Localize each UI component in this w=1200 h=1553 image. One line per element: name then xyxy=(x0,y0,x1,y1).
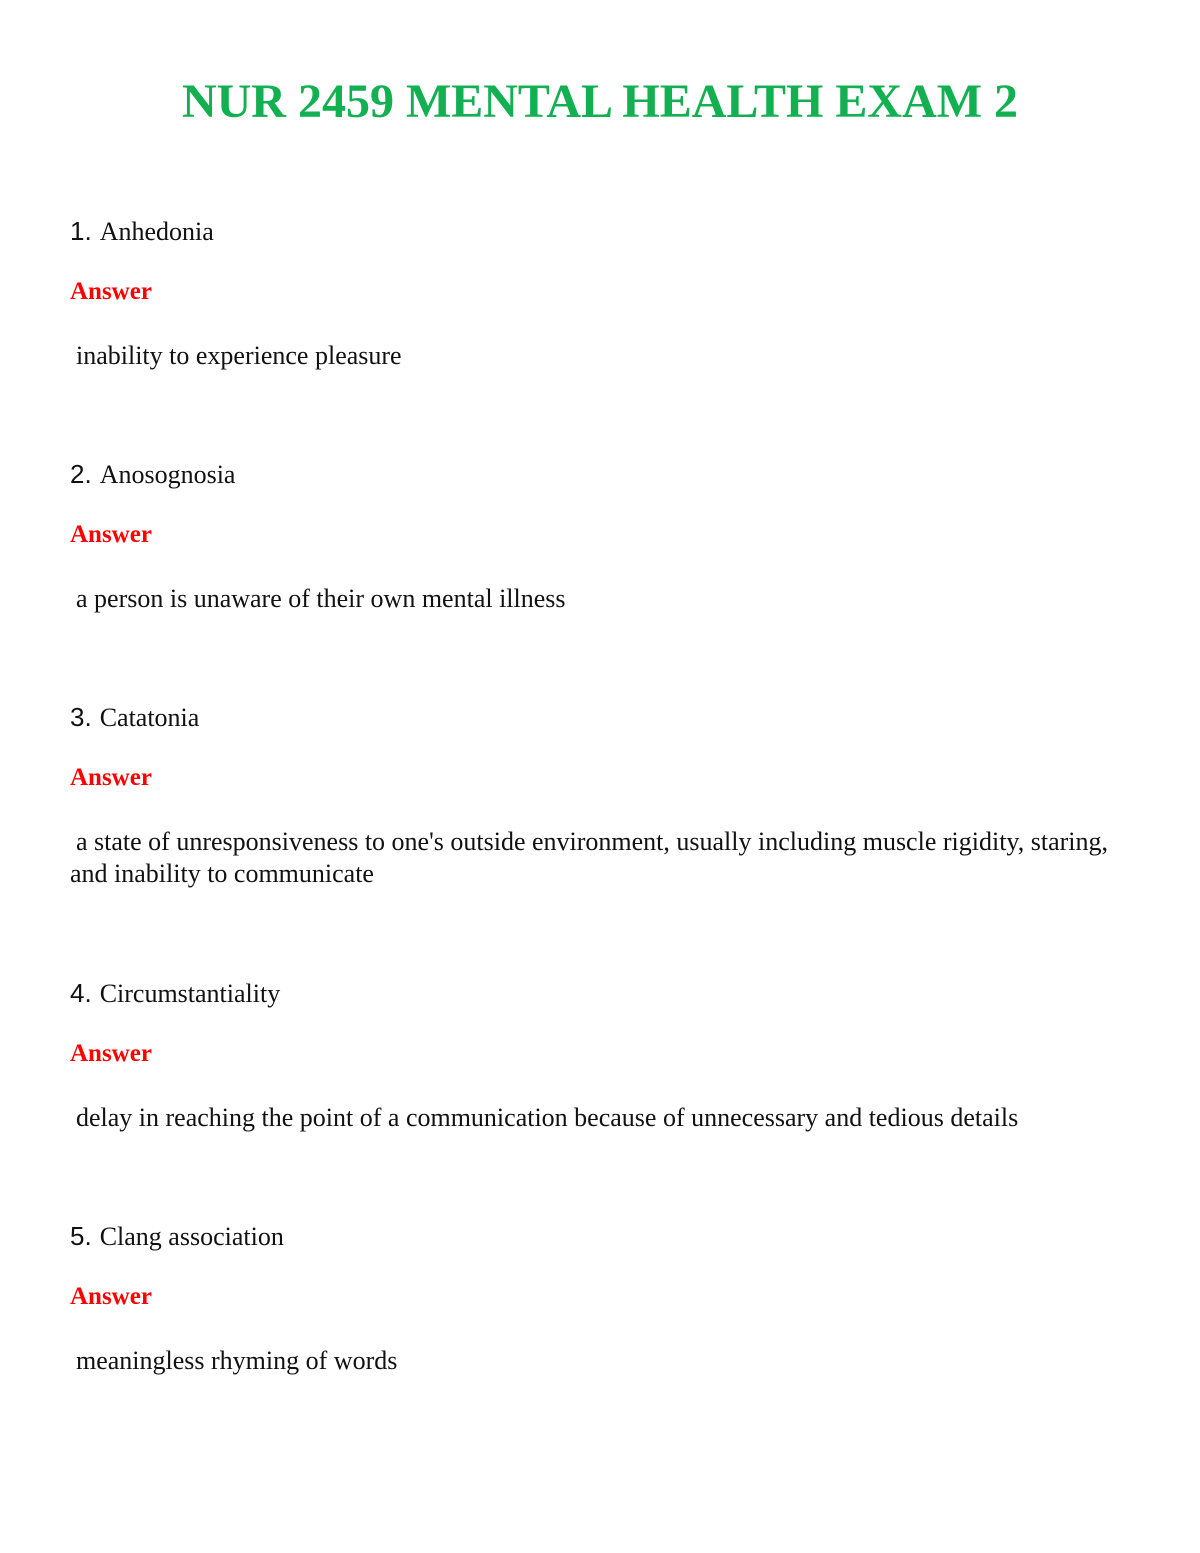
answer-text: meaningless rhyming of words xyxy=(76,1346,398,1375)
question-term: Clang association xyxy=(99,1222,284,1251)
question xyxy=(70,700,1130,734)
question-term: Anosognosia xyxy=(99,460,236,489)
answer-label: Answer xyxy=(70,521,152,548)
question xyxy=(70,214,1130,248)
answer-label: Answer xyxy=(70,278,152,305)
qa-item-3 xyxy=(70,700,1130,890)
question-term: Anhedonia xyxy=(99,217,214,246)
qa-item-1 xyxy=(70,214,1130,372)
question-number: 3. xyxy=(70,702,92,732)
question-term: Catatonia xyxy=(99,703,200,732)
question-number: 4. xyxy=(70,978,92,1008)
answer-label: Answer xyxy=(70,1283,152,1310)
qa-item-5 xyxy=(70,1219,1130,1377)
answer-text: a person is unaware of their own mental illness xyxy=(76,584,566,613)
question-number: 5. xyxy=(70,1221,92,1251)
answer-text: inability to experience pleasure xyxy=(76,341,402,370)
page-title: NUR 2459 MENTAL HEALTH EXAM 2 xyxy=(181,75,1019,128)
question xyxy=(70,1219,1130,1253)
answer-label: Answer xyxy=(70,764,152,791)
answer-text: delay in reaching the point of a communication because of unnecessary and tedious details xyxy=(76,1103,1019,1132)
question-number: 2. xyxy=(70,459,92,489)
question-term: Circumstantiality xyxy=(99,979,281,1008)
question-number: 1. xyxy=(70,216,92,246)
answer-text: a state of unresponsiveness to one's outside environment, usually including muscle rigidity, staring, and inability to communicate xyxy=(70,827,1108,888)
answer-label: Answer xyxy=(70,1040,152,1067)
qa-item-2 xyxy=(70,457,1130,615)
question xyxy=(70,976,1130,1010)
question xyxy=(70,457,1130,491)
qa-item-4 xyxy=(70,976,1130,1134)
